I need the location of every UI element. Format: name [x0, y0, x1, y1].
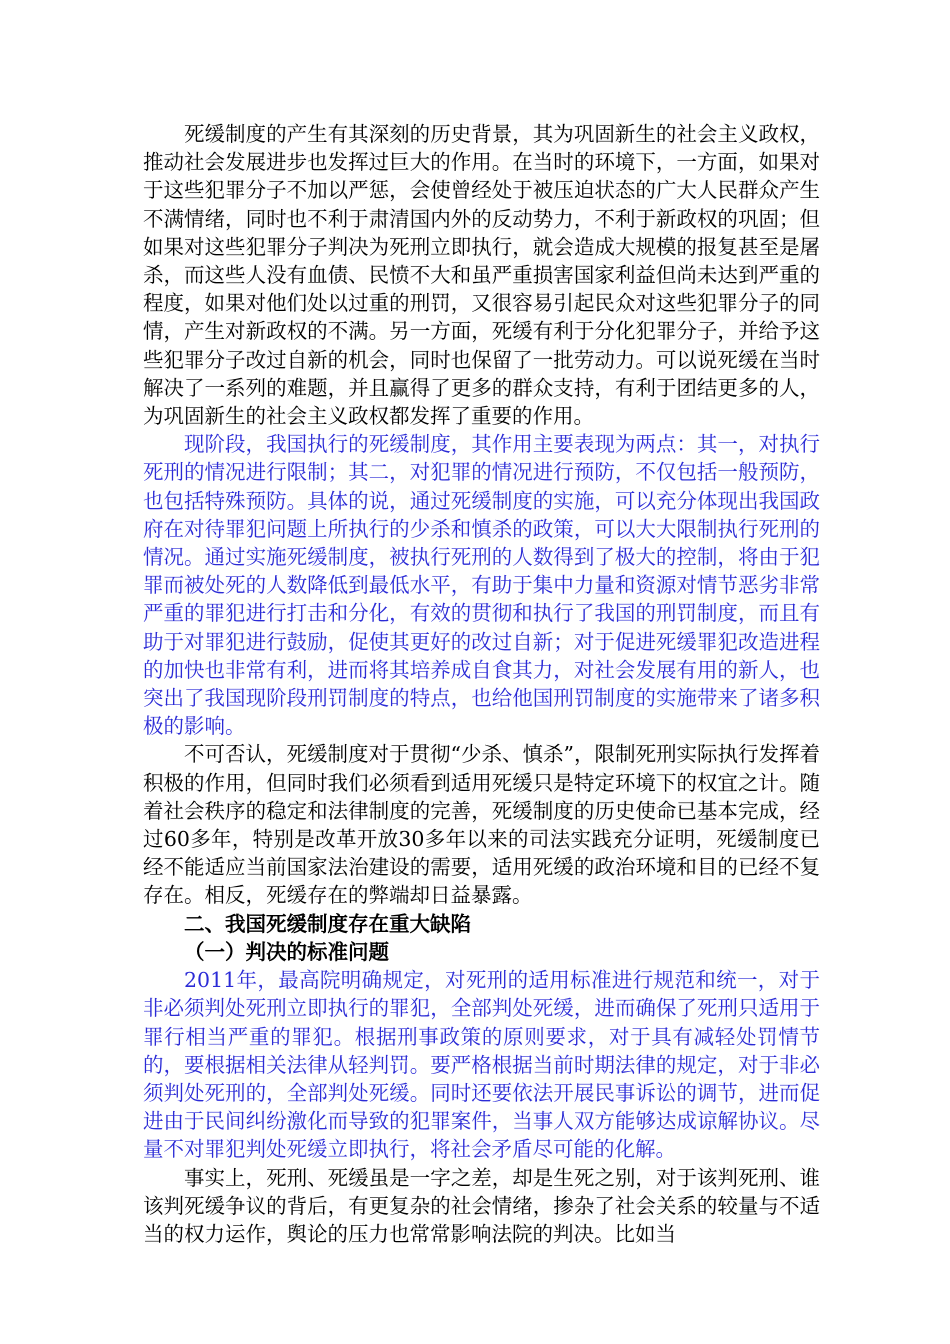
paragraph-origin-background: 死缓制度的产生有其深刻的历史背景，其为巩固新生的社会主义政权，推动社会发展进步也发挥过巨大的作用。在当时的环境下，一方面，如果对于这些犯罪分子不加以严惩，会使曾经处于被压迫状态的广大人民群众产生不满情绪，同时也不利于肃清国内外的反动势力，不利于新政权的巩固；但如果对这些犯罪分子判决为死刑立即执行，就会造成大规模的报复甚至是屠杀，而这些人没有血债、民愤不大和虽严重损害国家利益但尚未达到严重的程度，如果对他们处以过重的刑罚，又很容易引起民众对这些犯罪分子的同情，产生对新政权的不满。另一方面，死缓有利于分化犯罪分子，并给予这些犯罪分子改过自新的机会，同时也保留了一批劳动力。可以说死缓在当时解决了一系列的难题，并且赢得了更多的群众支持，有利于团结更多的人，为巩固新生的社会主义政权都发挥了重要的作用。	[143, 122, 820, 429]
paragraph-life-death-difference: 事实上，死刑、死缓虽是一字之差，却是生死之别，对于该判死刑、谁该判死缓争议的背后，有更复杂的社会情绪，掺杂了社会关系的较量与不适当的权力运作，舆论的压力也常常影响法院的判决。比如当	[143, 1165, 820, 1246]
paragraph-judgment-standard: 2011年，最高院明确规定，对死刑的适用标准进行规范和统一，对于非必须判处死刑立即执行的罪犯，全部判处死缓，进而确保了死刑只适用于罪行相当严重的罪犯。根据刑事政策的原则要求，对于具有减轻处罚情节的，要根据相关法律从轻判罚。要严格根据当前时期法律的规定，对于非必须判处死刑的，全部判处死缓。同时还要依法开展民事诉讼的调节，进而促进由于民间纠纷激化而导致的犯罪案件，当事人双方能够达成谅解协议。尽量不对罪犯判处死缓立即执行，将社会矛盾尽可能的化解。	[143, 968, 820, 1162]
paragraph-limitations: 不可否认，死缓制度对于贯彻“少杀、慎杀”，限制死刑实际执行发挥着积极的作用，但同时我们必须看到适用死缓只是特定环境下的权宜之计。随着社会秩序的稳定和法律制度的完善，死缓制度的历史使命已基本完成，经过60多年，特别是改革开放30多年以来的司法实践充分证明，死缓制度已经不能适应当前国家法治建设的需要，适用死缓的政治环境和目的已经不复存在。相反，死缓存在的弊端却日益暴露。	[143, 742, 820, 908]
section-heading: 二、我国死缓制度存在重大缺陷	[184, 911, 471, 936]
document-page	[143, 120, 820, 1248]
subsection-heading: （一）判决的标准问题	[184, 939, 389, 964]
paragraph-current-role: 现阶段，我国执行的死缓制度，其作用主要表现为两点：其一，对执行死刑的情况进行限制；其二，对犯罪的情况进行预防，不仅包括一般预防，也包括特殊预防。具体的说，通过死缓制度的实施，可以充分体现出我国政府在对待罪犯问题上所执行的少杀和慎杀的政策，可以大大限制执行死刑的情况。通过实施死缓制度，被执行死刑的人数得到了极大的控制，将由于犯罪而被处死的人数降低到最低水平，有助于集中力量和资源对情节恶劣非常严重的罪犯进行打击和分化，有效的贯彻和执行了我国的刑罚制度，而且有助于对罪犯进行鼓励，促使其更好的改过自新；对于促进死缓罪犯改造进程的加快也非常有利，进而将其培养成自食其力，对社会发展有用的新人，也突出了我国现阶段刑罚制度的特点，也给他国刑罚制度的实施带来了诸多积极的影响。	[143, 432, 820, 739]
